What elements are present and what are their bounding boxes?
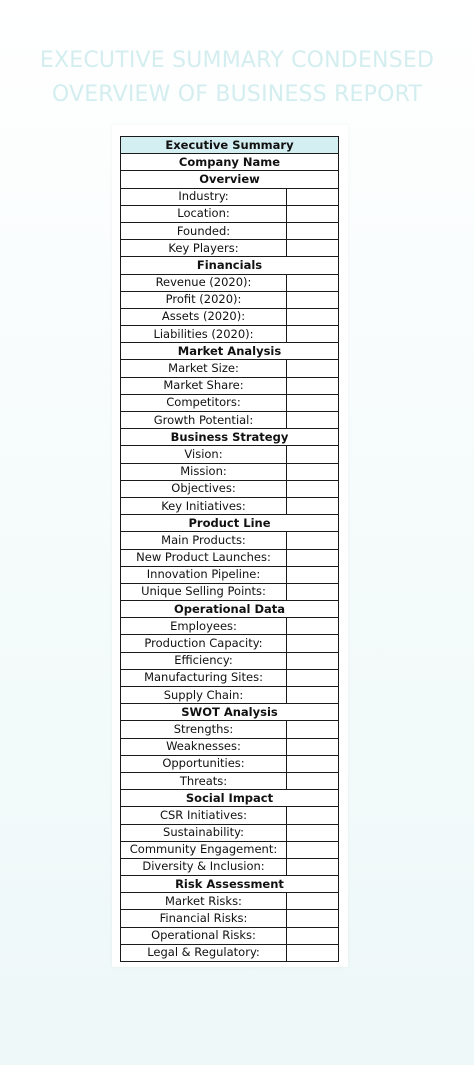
section-header-row: [121, 790, 339, 807]
field-value-cell[interactable]: [287, 858, 339, 875]
field-label: Employees:: [121, 618, 287, 635]
field-label: New Product Launches:: [121, 549, 287, 566]
section-title: Market Analysis: [121, 343, 339, 360]
field-value-cell[interactable]: [287, 772, 339, 789]
field-label: Market Risks:: [121, 893, 287, 910]
field-value-cell[interactable]: [287, 360, 339, 377]
table-row: [121, 618, 339, 635]
field-value-cell[interactable]: [287, 566, 339, 583]
field-label: Growth Potential:: [121, 412, 287, 429]
field-label: Community Engagement:: [121, 841, 287, 858]
field-label: Vision:: [121, 446, 287, 463]
field-label: Assets (2020):: [121, 308, 287, 325]
field-label: Operational Risks:: [121, 927, 287, 944]
field-label: Innovation Pipeline:: [121, 566, 287, 583]
table-row: [121, 532, 339, 549]
field-label: Profit (2020):: [121, 291, 287, 308]
field-label: Location:: [121, 205, 287, 222]
table-row: [121, 240, 339, 257]
table-row: [121, 583, 339, 600]
section-title: Social Impact: [121, 790, 339, 807]
field-value-cell[interactable]: [287, 893, 339, 910]
field-value-cell[interactable]: [287, 807, 339, 824]
field-label: Revenue (2020):: [121, 274, 287, 291]
section-header-row: [121, 876, 339, 893]
table-row: [121, 446, 339, 463]
table-row: [121, 807, 339, 824]
table-row: [121, 377, 339, 394]
field-value-cell[interactable]: [287, 308, 339, 325]
field-label: Strengths:: [121, 721, 287, 738]
table-row: [121, 858, 339, 875]
table-row: [121, 205, 339, 222]
section-title: Overview: [121, 171, 339, 188]
field-value-cell[interactable]: [287, 687, 339, 704]
page-title: [0, 44, 474, 112]
field-label: CSR Initiatives:: [121, 807, 287, 824]
field-value-cell[interactable]: [287, 755, 339, 772]
field-label: Objectives:: [121, 480, 287, 497]
section-header-row: [121, 171, 339, 188]
table-row: [121, 308, 339, 325]
field-label: Market Size:: [121, 360, 287, 377]
field-label: Main Products:: [121, 532, 287, 549]
field-label: Diversity & Inclusion:: [121, 858, 287, 875]
table-row: [121, 824, 339, 841]
field-value-cell[interactable]: [287, 635, 339, 652]
table-row: [121, 394, 339, 411]
field-value-cell[interactable]: [287, 549, 339, 566]
table-row: [121, 944, 339, 961]
company-name-cell[interactable]: Company Name: [121, 154, 339, 171]
table-row: [121, 652, 339, 669]
field-label: Key Initiatives:: [121, 497, 287, 514]
field-label: Production Capacity:: [121, 635, 287, 652]
table-row: [121, 188, 339, 205]
table-row: [121, 480, 339, 497]
field-value-cell[interactable]: [287, 927, 339, 944]
field-value-cell[interactable]: [287, 669, 339, 686]
table-row: [121, 497, 339, 514]
field-label: Founded:: [121, 222, 287, 239]
field-label: Unique Selling Points:: [121, 583, 287, 600]
table-row: [121, 841, 339, 858]
field-value-cell[interactable]: [287, 326, 339, 343]
table-row: [121, 412, 339, 429]
field-value-cell[interactable]: [287, 910, 339, 927]
field-value-cell[interactable]: [287, 377, 339, 394]
section-title: Operational Data: [121, 601, 339, 618]
table-row: [121, 687, 339, 704]
section-title: Risk Assessment: [121, 876, 339, 893]
section-header-row: [121, 343, 339, 360]
page-title-line-2: OVERVIEW OF BUSINESS REPORT: [51, 82, 423, 107]
table-row: [121, 549, 339, 566]
section-title: SWOT Analysis: [121, 704, 339, 721]
field-value-cell[interactable]: [287, 738, 339, 755]
section-title: Business Strategy: [121, 429, 339, 446]
field-label: Threats:: [121, 772, 287, 789]
table-row: [121, 274, 339, 291]
field-label: Liabilities (2020):: [121, 326, 287, 343]
field-value-cell[interactable]: [287, 944, 339, 961]
field-value-cell[interactable]: [287, 394, 339, 411]
field-label: Manufacturing Sites:: [121, 669, 287, 686]
field-value-cell[interactable]: [287, 583, 339, 600]
field-label: Weaknesses:: [121, 738, 287, 755]
field-label: Competitors:: [121, 394, 287, 411]
field-label: Industry:: [121, 188, 287, 205]
field-value-cell[interactable]: [287, 841, 339, 858]
table-row: [121, 927, 339, 944]
field-value-cell[interactable]: [287, 652, 339, 669]
field-label: Supply Chain:: [121, 687, 287, 704]
table-row: [121, 463, 339, 480]
field-label: Mission:: [121, 463, 287, 480]
field-value-cell[interactable]: [287, 824, 339, 841]
table-row: [121, 222, 339, 239]
section-header-row: [121, 429, 339, 446]
field-value-cell[interactable]: [287, 618, 339, 635]
table-row: [121, 635, 339, 652]
field-value-cell[interactable]: [287, 240, 339, 257]
table-row: [121, 669, 339, 686]
table-row: [121, 893, 339, 910]
field-value-cell[interactable]: [287, 446, 339, 463]
table-row: [121, 772, 339, 789]
table-row: [121, 566, 339, 583]
table-row: [121, 738, 339, 755]
section-header-row: [121, 704, 339, 721]
table-row: [121, 360, 339, 377]
field-label: Market Share:: [121, 377, 287, 394]
field-value-cell[interactable]: [287, 412, 339, 429]
field-value-cell[interactable]: [287, 205, 339, 222]
table-row: [121, 755, 339, 772]
section-header-row: [121, 601, 339, 618]
table-row: [121, 721, 339, 738]
field-label: Legal & Regulatory:: [121, 944, 287, 961]
field-label: Sustainability:: [121, 824, 287, 841]
field-label: Financial Risks:: [121, 910, 287, 927]
table-row: [121, 291, 339, 308]
field-value-cell[interactable]: [287, 497, 339, 514]
field-value-cell[interactable]: [287, 721, 339, 738]
field-value-cell[interactable]: [287, 274, 339, 291]
table-header-row: [121, 137, 339, 154]
field-label: Efficiency:: [121, 652, 287, 669]
executive-summary-table: [120, 136, 339, 962]
field-value-cell[interactable]: [287, 463, 339, 480]
table-row: [121, 326, 339, 343]
field-value-cell[interactable]: [287, 291, 339, 308]
section-header-row: [121, 257, 339, 274]
field-value-cell[interactable]: [287, 222, 339, 239]
page-title-line-1: EXECUTIVE SUMMARY CONDENSED: [39, 48, 435, 73]
table-header: Executive Summary: [121, 137, 339, 154]
section-title: Product Line: [121, 515, 339, 532]
table-row: [121, 910, 339, 927]
field-value-cell[interactable]: [287, 532, 339, 549]
field-label: Key Players:: [121, 240, 287, 257]
summary-table-body: [121, 137, 339, 962]
section-header-row: [121, 515, 339, 532]
field-value-cell[interactable]: [287, 480, 339, 497]
company-name-row: [121, 154, 339, 171]
field-value-cell[interactable]: [287, 188, 339, 205]
section-title: Financials: [121, 257, 339, 274]
field-label: Opportunities:: [121, 755, 287, 772]
